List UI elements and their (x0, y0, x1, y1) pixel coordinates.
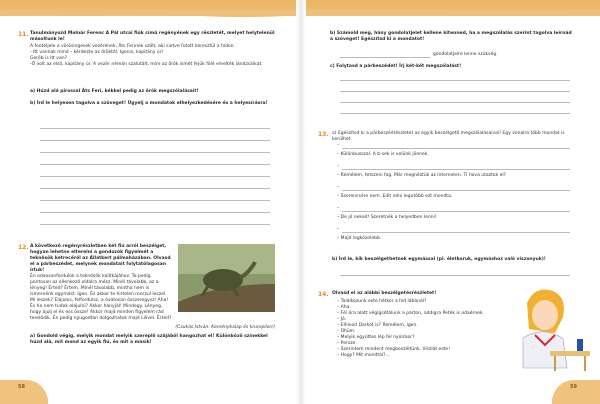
exercise-number: 11. (18, 31, 29, 38)
dialogue-line: – Fél óra alatt végigsétálunk a parton, addigra Peték is odaérnek. (337, 311, 484, 316)
dialogue-line: – De jó neked! Szeretnék a helyedben lenni! (337, 215, 437, 220)
text-line: A footeljele a vörösingesek vezérének, Áts Ferinek szólt, aki sietve futott keresztül a hídon. (30, 44, 235, 49)
task-b: b) Számold meg, hány gondolatjelet kellene kitenned, ha a megszólalás szerint tagolva leírnád a szöveget! Egészítsd ki a mondatot! (330, 31, 572, 42)
text-line: -Ő volt az első, kapitány úr. A vezér némán szalutált, mire az őrök ismét fejük fölé emelték lándzsáikat. (30, 62, 263, 67)
source-citation: (Csukás István: Keménykalap és krumpliorr) (175, 325, 275, 330)
page-number: 58 (18, 384, 25, 390)
answer-line (40, 176, 270, 177)
answer-line (40, 200, 270, 201)
dialogue-line: – Persze. (337, 341, 357, 346)
turtle-photo (178, 244, 275, 312)
dialogue (337, 299, 497, 359)
task-c: c) Folytasd a párbeszédet! Írj két-két megszólalást! (330, 64, 462, 69)
exercise-number: 13. (318, 131, 329, 138)
dialogue-line: – Majd legközelebb. (337, 236, 382, 241)
answer-line (40, 188, 270, 189)
dialogue-dash: – (337, 164, 340, 169)
answer-line (342, 190, 570, 191)
answer-line (342, 148, 570, 149)
task-b: b) Írd le, kik beszélgethetnek egymással (pl. életkoruk, egymáshoz való viszonyuk)! (332, 257, 546, 262)
dialogue-line: – Melyik együttes lép fel nyolckor? (337, 335, 415, 340)
page-number: 59 (570, 384, 577, 390)
dialogue-line: – Aha. (337, 305, 351, 310)
dialogue-line: – Elhívod Darkót is? Remélem, igen. (337, 323, 418, 328)
dialogue-line: – Találkozunk este hétkor a híd lábánál? (337, 299, 427, 304)
dialogue-line: – Szerintem mindent megbeszéltünk. Viszlát este! (337, 347, 451, 352)
dialogue-line: – Remélem, tetszeni fog. Már megnéztük az interneten. Ti hova utaztok el? (337, 173, 506, 178)
answer-line (340, 57, 430, 58)
text-line: Gerëb is itt van? (30, 56, 67, 61)
answer-line (40, 164, 270, 165)
answer-line (342, 211, 570, 212)
exercise-text (30, 44, 275, 68)
exercise-instruction: Tanulmányozd Molnár Ferenc A Pál utcai fiúk című regényének egy részletét, melyet helytelenül másoltunk le! (30, 31, 275, 42)
task-b: b) Írd le helyesen tagolva a szöveget! Ügyelj a mondatok elhelyezkedésére és a helyesírásra! (30, 101, 268, 106)
exercise-12-block (30, 244, 275, 346)
dialogue-dash: – (337, 143, 340, 148)
dialogue-dash: – (337, 227, 340, 232)
answer-line (340, 113, 570, 114)
answer-line (340, 91, 570, 92)
answer-line (40, 152, 270, 153)
exercise-instruction: A következő regényrészletben két fiú arról beszélget, hogyan lehetne elterelni a gondozók figyelmét a teknősök ketrecéről az Állatkert pálmaházában. Olvasd el a párbeszédet, melynek mondatait folytatólagosan írtuk! (30, 244, 171, 273)
text-line: - Itt vannak mind – kérdezte az őröktől. Igenis, kapitány úr! (30, 50, 164, 55)
fill-in-text: gondolatjelre lenne szükség. (433, 52, 498, 57)
task-a: a) Egészítsd ki a párbeszédrészletet az egyik beszélgető megszólalásaival! Egy vonalra több mondat is kerülhet. (332, 131, 565, 142)
answer-line (40, 140, 270, 141)
dialogue-line: – Különbusszal. A b-sek is velünk jönnek. (337, 152, 429, 157)
exercise-text: Én odaosonfordulok a teknősök kalitkájához. Te pedig pontosan az ellenkező oldalra mész. Minél távolabb, az a lényeg! Érted? Értem. Minél távolabb, mintha nem is ismernénk egymást. Igen. És akkor te hirtelen rosszul leszel. Mi leszek? Elájulos, felfordulsz, a óvatosan összerogysz! Aha! És ha nem tudok elájulni? Akkor hányjál! Mindegy. Lényeg, hogy ájulj el és ess össze! Akkor majd minden figyelem rád terelődik. Én pedig nyugodtan dolgozhatok majd Lilivel. Érted? (30, 274, 172, 321)
dialogue-dash: – (337, 206, 340, 211)
answer-line (340, 80, 570, 81)
answer-line (342, 169, 570, 170)
dialogue-line: – Szerencsére nem. Edit néni legutóbb ezt mondta. (337, 194, 453, 199)
answer-line (342, 232, 570, 233)
exercise-number: 14. (318, 291, 329, 298)
dialogue-line: – Hogy? Mit mondtál?... (337, 353, 390, 358)
answer-line (340, 102, 570, 103)
exercise-instruction: Olvasd el az alábbi beszélgetésrészletet! (332, 291, 437, 296)
dialogue-line: – Jó. (337, 317, 347, 322)
answer-line (40, 224, 270, 225)
dialogue-line: – Ühüm. (337, 329, 356, 334)
answer-line (340, 275, 570, 276)
answer-line (40, 128, 270, 129)
task-a: a) Gondold végig, melyik mondat melyik szereplő szájából hangozhat el! Különböző színekkel húzd alá, mit mond az egyik fiú, és mit a másik! (30, 334, 268, 345)
answer-line (40, 212, 270, 213)
girl-on-phone-illustration (505, 283, 590, 373)
right-page (300, 0, 600, 404)
dialogue-dash: – (337, 185, 340, 190)
task-a: a) Húzd alá pirossal Áts Feri, kékkel pedig az őrök megszólalásait! (30, 89, 199, 94)
exercise-number: 12. (18, 244, 29, 251)
